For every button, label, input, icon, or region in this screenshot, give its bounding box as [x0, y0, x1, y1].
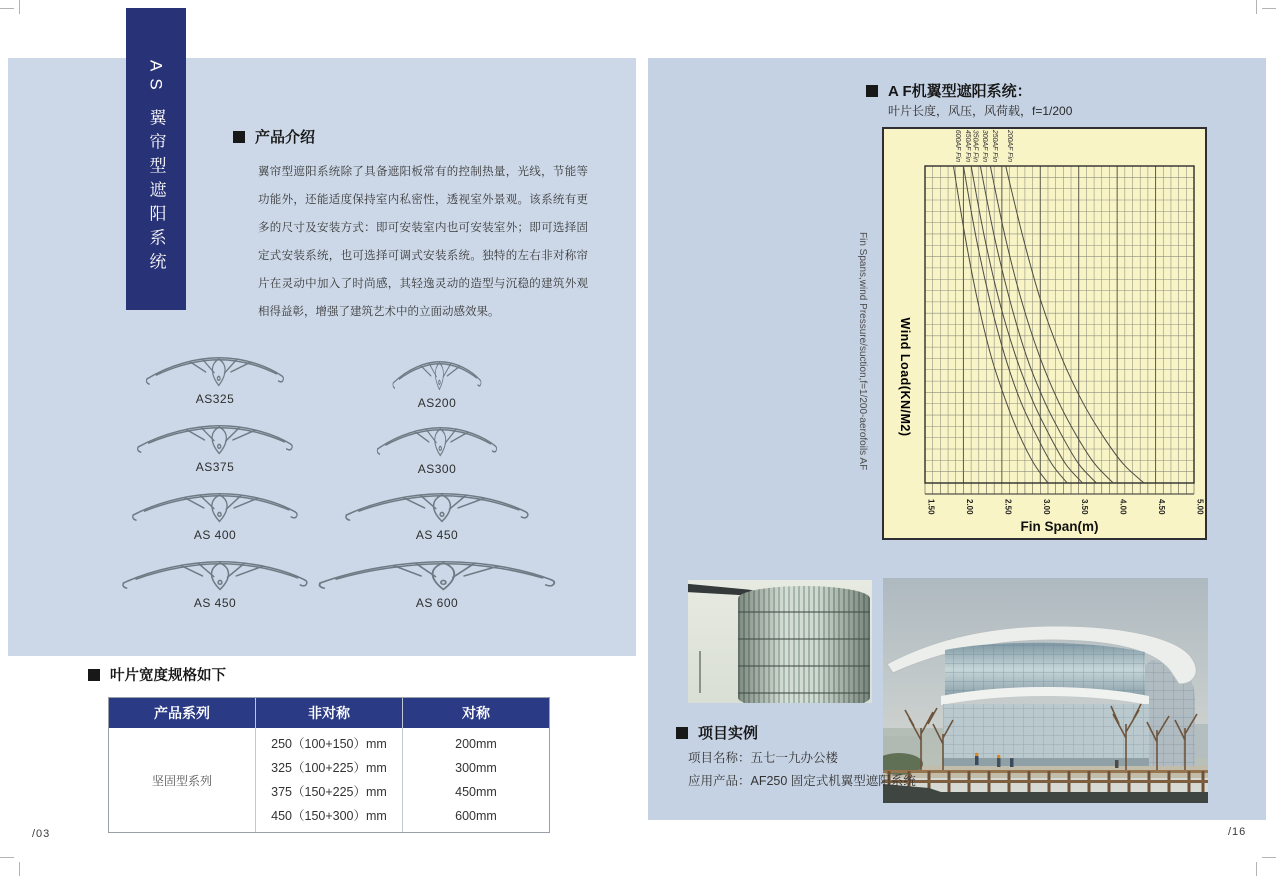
- x-tick-label: 4.00: [1118, 499, 1128, 515]
- square-bullet-icon: [866, 85, 878, 97]
- series-title: AS 翼帘型遮阳系统: [146, 60, 166, 277]
- aerofoil-drawing-icon: [392, 356, 482, 392]
- aerofoil-drawing-icon: [344, 488, 530, 524]
- aerofoil-drawing-icon: [317, 556, 557, 592]
- x-axis-title: Fin Span(m): [1020, 519, 1099, 534]
- wind-load-chart: [882, 127, 1207, 540]
- fin-profile-as375: [136, 420, 294, 474]
- asymmetric-values-cell: [255, 728, 402, 832]
- crop-mark: [19, 0, 20, 14]
- building-photo-illustration: [883, 578, 1208, 803]
- column-header-asymmetric: 非对称: [255, 698, 402, 728]
- project-example-heading: [676, 722, 758, 743]
- x-tick-label: 3.50: [1080, 499, 1090, 515]
- project-product-line: 应用产品：AF250 固定式机翼型遮阳系统: [688, 774, 916, 788]
- curved-roof-building-photo: [883, 578, 1208, 803]
- x-tick-label: 2.50: [1003, 499, 1013, 515]
- fin-profile-as325: [145, 352, 285, 406]
- fin-label: AS 450: [193, 596, 237, 610]
- fin-label: AS 400: [193, 528, 237, 542]
- spec-table-body-row: [109, 728, 549, 832]
- chart-side-caption: Fin Spans,wind Pressure/suction,f=1/200-aerofoils AF: [857, 232, 868, 471]
- curve-label: 350AF Fin: [971, 129, 979, 162]
- project-example-heading-label: 项目实例: [698, 725, 759, 742]
- af-system-heading: [866, 80, 1032, 101]
- fin-label: AS300: [417, 462, 457, 476]
- fin-profile-as300: [376, 422, 498, 476]
- spec-table-heading: [88, 664, 226, 685]
- symmetric-value: 450mm: [455, 785, 497, 799]
- symmetric-values-cell: [402, 728, 549, 832]
- fin-profile-as450-wide: [121, 556, 309, 610]
- asymmetric-value: 375（150+225）mm: [271, 785, 387, 799]
- square-bullet-icon: [676, 727, 688, 739]
- series-name-cell: 坚固型系列: [151, 773, 212, 788]
- y-axis-title: Wind Load(KN/M2): [898, 317, 912, 437]
- aerofoil-drawing-icon: [131, 488, 299, 524]
- curve-label: 600AF Fin: [953, 129, 961, 162]
- af-system-heading-label: A F机翼型遮阳系统：: [888, 83, 1032, 100]
- product-intro-paragraph: 翼帘型遮阳系统除了具备遮阳板常有的控制热量，光线，节能等功能外，还能适度保持室内私密性，透视室外景观。该系统有更多的尺寸及安装方式：即可安装室内也可安装室外；即可选择固定式安装系统，也可选择可调式安装系统。独特的左右非对称帘片在灵动中加入了时尚感，其轻逸灵动的造型与沉稳的建筑外观相得益彰，增强了建筑艺术中的立面动感效果。: [258, 166, 588, 318]
- cylindrical-facade-shape: [738, 586, 871, 703]
- crop-mark: [1262, 8, 1276, 9]
- fin-label: AS325: [195, 392, 235, 406]
- symmetric-value: 200mm: [455, 737, 497, 751]
- cylindrical-louvre-building-photo: [688, 580, 872, 703]
- square-bullet-icon: [88, 669, 100, 681]
- wind-load-chart-svg: [884, 129, 1205, 538]
- right-page-number: /16: [1228, 826, 1247, 838]
- curve-label: 250AF Fin: [990, 129, 998, 162]
- fin-label: AS 450: [415, 528, 459, 542]
- crop-mark: [1256, 0, 1257, 14]
- aerofoil-drawing-icon: [145, 352, 285, 388]
- fin-profile-as400: [131, 488, 299, 542]
- aerofoil-drawing-icon: [121, 556, 309, 592]
- fin-profile-as600: [317, 556, 557, 610]
- x-tick-label: 4.50: [1157, 499, 1167, 515]
- spec-table-heading-label: 叶片宽度规格如下: [110, 668, 226, 684]
- crop-mark: [0, 8, 14, 9]
- asymmetric-value: 250（100+150）mm: [271, 737, 387, 751]
- project-name-line: 项目名称：五七一九办公楼: [688, 751, 839, 765]
- crop-mark: [0, 857, 14, 858]
- x-tick-label: 1.50: [926, 499, 936, 515]
- af-system-subheading: 叶片长度，风压，风荷载，f=1/200: [888, 104, 1073, 118]
- blade-width-spec-table: [108, 697, 550, 833]
- fin-profile-as450: [344, 488, 530, 542]
- fin-profile-as200: [392, 356, 482, 410]
- product-intro-heading-label: 产品介绍: [255, 129, 316, 146]
- crop-mark: [1256, 862, 1257, 876]
- x-tick-label: 3.00: [1041, 499, 1051, 515]
- x-tick-label: 5.00: [1195, 499, 1205, 515]
- crop-mark: [1262, 857, 1276, 858]
- column-header-symmetric: 对称: [402, 698, 549, 728]
- square-bullet-icon: [233, 131, 245, 143]
- fin-label: AS375: [195, 460, 235, 474]
- series-title-banner: [126, 8, 186, 310]
- symmetric-value: 600mm: [455, 809, 497, 823]
- column-header-series: 产品系列: [154, 705, 210, 721]
- symmetric-value: 300mm: [455, 761, 497, 775]
- aerofoil-drawing-icon: [136, 420, 294, 456]
- x-tick-label: 2.00: [964, 499, 974, 515]
- asymmetric-value: 325（100+225）mm: [271, 761, 387, 775]
- fin-label: AS 600: [415, 596, 459, 610]
- curve-label: 200AF Fin: [1006, 129, 1014, 162]
- fin-label: AS200: [417, 396, 457, 410]
- left-page-number: /03: [32, 828, 51, 840]
- product-intro-heading: [233, 126, 315, 147]
- asymmetric-value: 450（150+300）mm: [271, 809, 387, 823]
- mast-shape: [699, 651, 701, 693]
- crop-mark: [19, 862, 20, 876]
- curve-label: 450AF Fin: [963, 129, 971, 162]
- spec-table-header-row: [109, 698, 549, 728]
- curve-label: 300AF Fin: [980, 129, 988, 162]
- aerofoil-drawing-icon: [376, 422, 498, 458]
